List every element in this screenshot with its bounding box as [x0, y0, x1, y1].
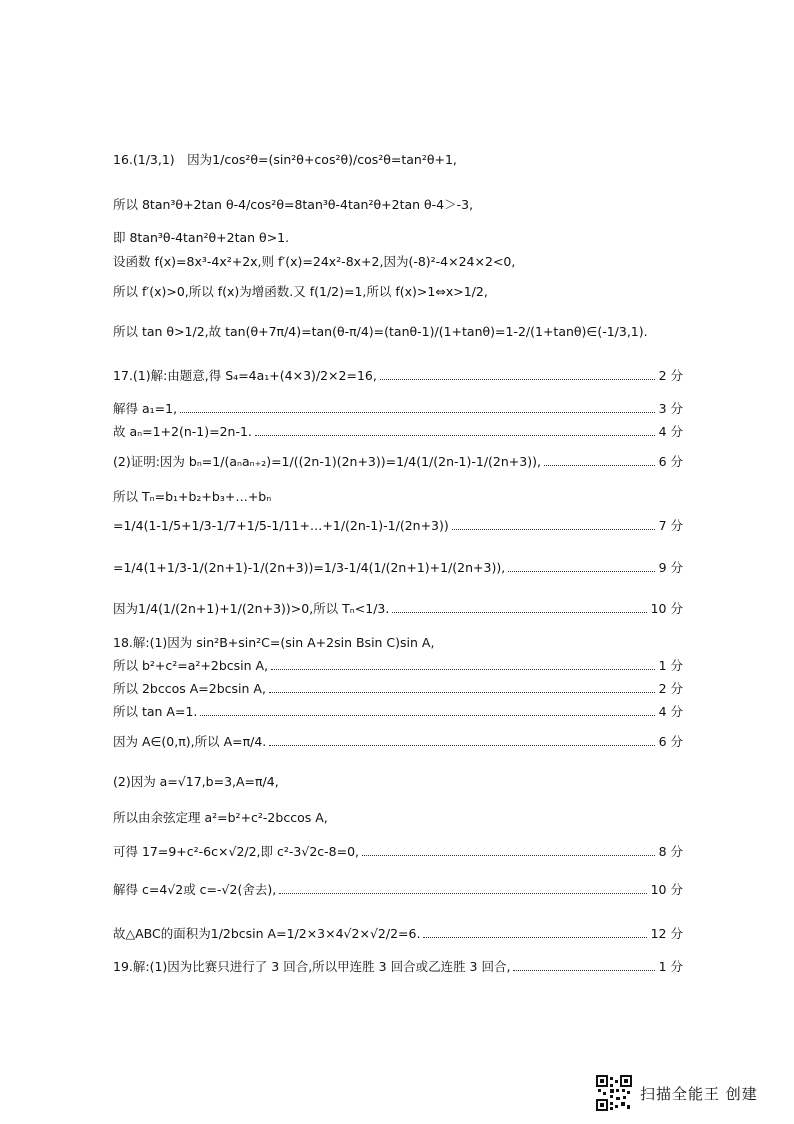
- p18-intro: 18.解:(1)因为 sin²B+sin²C=(sin A+2sin Bsin C)sin A,: [113, 635, 435, 650]
- p18-row-4: 因为 A∈(0,π),所以 A=π/4. 6 分: [113, 734, 683, 749]
- p17-row-4: (2)证明:因为 bₙ=1/(aₙaₙ₊₂)=1/((2n-1)(2n+3))=1/4(1/(2n-1)-1/(2n+3)), 6 分: [113, 454, 683, 469]
- score-label: 1 分: [658, 658, 683, 673]
- p16-line3: 即 8tan³θ-4tan²θ+2tan θ>1.: [113, 230, 290, 245]
- score-label: 9 分: [658, 560, 683, 575]
- qr-code-icon: [596, 1075, 632, 1111]
- p16-line4: 设函数 f(x)=8x³-4x²+2x,则 f′(x)=24x²-8x+2,因为(-8)²-4×24×2<0,: [113, 254, 516, 269]
- p18-row-6: 解得 c=4√2或 c=-√2(舍去), 10 分: [113, 882, 683, 897]
- score-label: 12 分: [650, 926, 683, 941]
- scanner-watermark: [596, 1075, 758, 1111]
- p17-row-2: 解得 a₁=1, 3 分: [113, 401, 683, 416]
- score-label: 2 分: [658, 368, 683, 383]
- score-label: 3 分: [658, 401, 683, 416]
- score-label: 1 分: [658, 959, 683, 974]
- p18-part2-line2: 所以由余弦定理 a²=b²+c²-2bccos A,: [113, 810, 328, 825]
- p19-row-1: 19.解:(1)因为比赛只进行了 3 回合,所以甲连胜 3 回合或乙连胜 3 回合, 1 分: [113, 959, 683, 974]
- p16-line6: 所以 tan θ>1/2,故 tan(θ+7π/4)=tan(θ-π/4)=(tanθ-1)/(1+tanθ)=1-2/(1+tanθ)∈(-1/3,1).: [113, 324, 648, 339]
- p17-row-7: 因为1/4(1/(2n+1)+1/(2n+3))>0,所以 Tₙ<1/3. 10 分: [113, 601, 683, 616]
- score-label: 2 分: [658, 681, 683, 696]
- p18-row-1: 所以 b²+c²=a²+2bcsin A, 1 分: [113, 658, 683, 673]
- score-label: 10 分: [650, 882, 683, 897]
- p17-row-3: 故 aₙ=1+2(n-1)=2n-1. 4 分: [113, 424, 683, 439]
- p16-line5: 所以 f′(x)>0,所以 f(x)为增函数.又 f(1/2)=1,所以 f(x)>1⇔x>1/2,: [113, 284, 488, 299]
- score-label: 4 分: [658, 424, 683, 439]
- p18-row-2: 所以 2bccos A=2bcsin A, 2 分: [113, 681, 683, 696]
- p16-line2: 所以 8tan³θ+2tan θ-4/cos²θ=8tan³θ-4tan²θ+2tan θ-4＞-3,: [113, 197, 474, 212]
- score-label: 10 分: [650, 601, 683, 616]
- p18-part2-line1: (2)因为 a=√17,b=3,A=π/4,: [113, 774, 279, 789]
- score-label: 4 分: [658, 704, 683, 719]
- p16-line1: 16.(1/3,1) 因为1/cos²θ=(sin²θ+cos²θ)/cos²θ=tan²θ+1,: [113, 152, 457, 167]
- p18-row-7: 故△ABC的面积为1/2bcsin A=1/2×3×4√2×√2/2=6. 12 分: [113, 926, 683, 941]
- p18-row-3: 所以 tan A=1. 4 分: [113, 704, 683, 719]
- brand-label: 扫描全能王 创建: [640, 1084, 758, 1103]
- score-label: 7 分: [658, 518, 683, 533]
- score-label: 6 分: [658, 454, 683, 469]
- p17-row-5: =1/4(1-1/5+1/3-1/7+1/5-1/11+…+1/(2n-1)-1/(2n+3)) 7 分: [113, 518, 683, 533]
- score-label: 8 分: [658, 844, 683, 859]
- p18-row-5: 可得 17=9+c²-6c×√2/2,即 c²-3√2c-8=0, 8 分: [113, 844, 683, 859]
- p17-row-1: 17.(1)解:由题意,得 S₄=4a₁+(4×3)/2×2=16, 2 分: [113, 368, 683, 383]
- p17-sum-line: 所以 Tₙ=b₁+b₂+b₃+…+bₙ: [113, 489, 272, 504]
- score-label: 6 分: [658, 734, 683, 749]
- p17-row-6: =1/4(1+1/3-1/(2n+1)-1/(2n+3))=1/3-1/4(1/(2n+1)+1/(2n+3)), 9 分: [113, 560, 683, 575]
